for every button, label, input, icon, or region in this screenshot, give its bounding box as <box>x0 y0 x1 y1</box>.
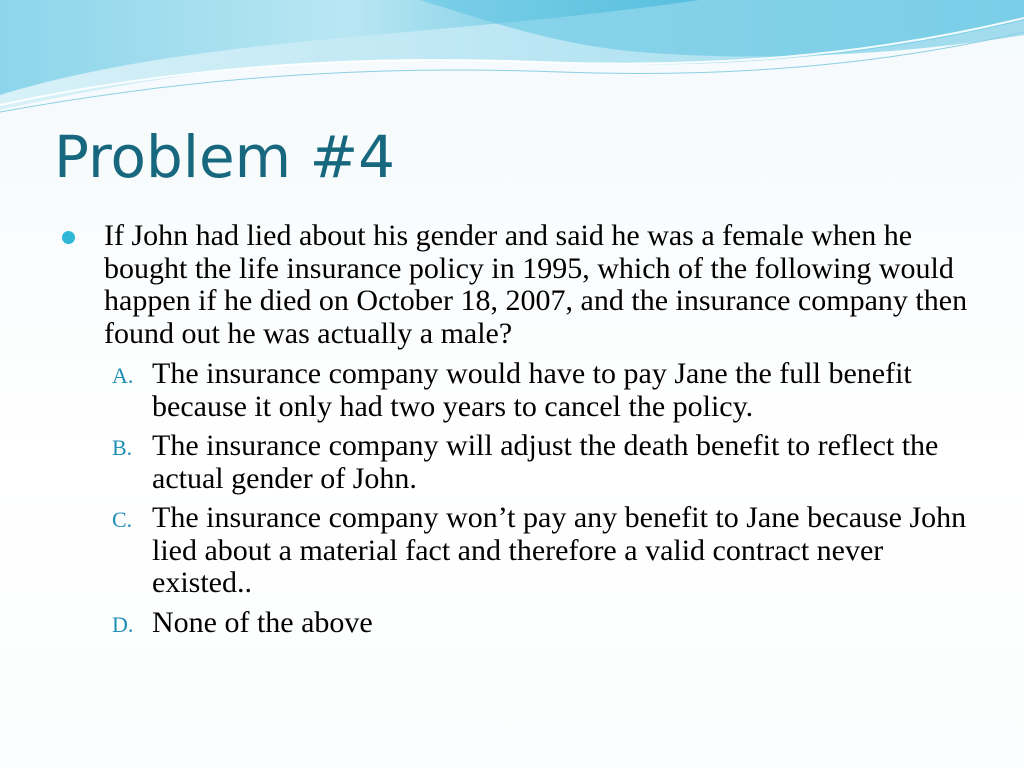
option-c <box>106 502 978 600</box>
header-wave-decoration <box>0 0 1024 120</box>
option-letter: C. <box>112 507 133 532</box>
option-text: The insurance company would have to pay Jane the full benefit because it only had two years to cancel the policy. <box>152 357 912 423</box>
option-letter: B. <box>112 435 133 460</box>
option-letter: A. <box>112 363 134 388</box>
answer-options <box>58 358 978 639</box>
option-text: The insurance company won’t pay any benefit to Jane because John lied about a material fact and therefore a valid contract never existed.. <box>152 501 967 599</box>
option-text: The insurance company will adjust the death benefit to reflect the actual gender of John. <box>152 429 939 495</box>
question-text: If John had lied about his gender and said he was a female when he bought the life insurance policy in 1995, which of the following would happen if he died on October 18, 2007, and the insurance company then found out he was actually a male? <box>104 219 968 350</box>
option-letter: D. <box>112 611 134 637</box>
slide-title: Problem #4 <box>54 123 396 191</box>
option-text: None of the above <box>152 605 373 639</box>
slide-content <box>58 220 978 646</box>
option-b <box>106 430 978 495</box>
question-bullet <box>58 220 978 350</box>
option-a <box>106 358 978 423</box>
option-d <box>106 607 978 640</box>
bullet-dot-icon <box>62 231 75 244</box>
